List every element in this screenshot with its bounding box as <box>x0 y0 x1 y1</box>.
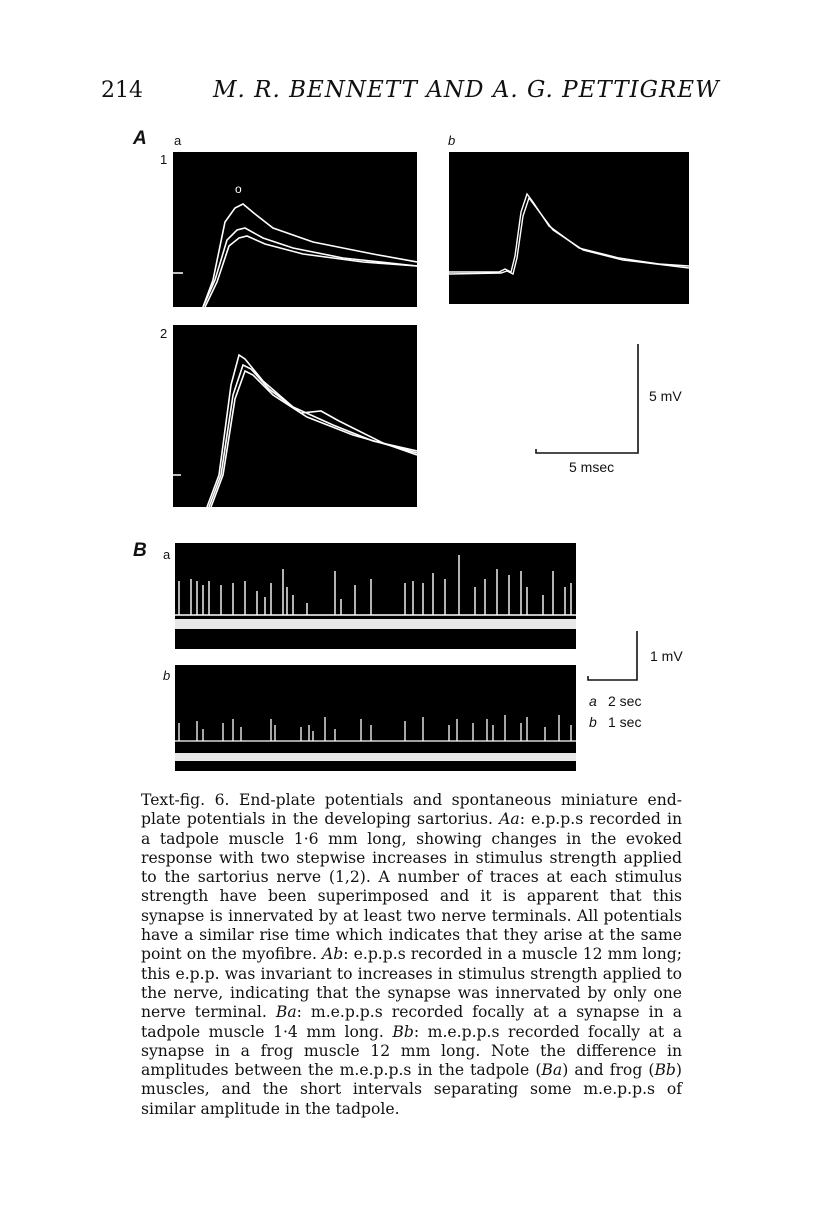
baseline-band <box>175 753 576 761</box>
panel-Ba-label: a <box>163 547 171 562</box>
scale-B-a-letter: a <box>589 693 597 709</box>
epp-trace-a <box>173 355 417 507</box>
scale-A-horizontal-label: 5 msec <box>569 459 615 475</box>
scale-B-vertical-label: 1 mV <box>650 648 683 664</box>
epp-trace-mid <box>203 228 417 307</box>
epp-trace-small <box>205 236 417 307</box>
scale-B-b-value: 1 sec <box>608 714 642 730</box>
scale-bar-A <box>534 340 644 465</box>
trace-marker: o <box>235 182 242 196</box>
scale-B-b-letter: b <box>589 714 597 730</box>
panel-Ab-label: b <box>448 133 456 148</box>
trace-Aa1 <box>173 152 417 307</box>
panel-Bb-label: b <box>163 668 171 683</box>
scale-bar-lines <box>588 631 637 680</box>
panel-Aa-label: a <box>174 133 182 148</box>
panel-B-label: B <box>133 540 147 561</box>
trace-Ab <box>449 152 689 304</box>
mepp-spikes <box>175 715 576 741</box>
row-1-label: 1 <box>160 152 168 167</box>
scale-B-a-value: 2 sec <box>608 693 642 709</box>
scale-bar-lines <box>536 344 638 453</box>
epp-trace-1 <box>449 194 689 272</box>
trace-Bb <box>175 665 576 771</box>
baseline-band <box>175 619 576 629</box>
running-head: M. R. BENNETT AND A. G. PETTIGREW <box>213 77 720 103</box>
figure-caption: Text-fig. 6. End-plate potentials and spontaneous miniature end-plate potentials in the developing sartorius. Aa: e.p.p.s recorded in a tadpole muscle 1·6 mm long, showing changes in the evoked response with two stepwise increases in stimulus strength applied to the sartorius nerve (1,2). A number of traces at each stimulus strength have been superimposed and it is apparent that this synapse is innervated by at least two nerve terminals. All potentials have a similar rise time which indicates that they arise at the same point on the myofibre. Ab: e.p.p.s recorded in a muscle 12 mm long; this e.p.p. was invariant to increases in stimulus strength applied to the nerve, indicating that the synapse was innervated by only one nerve terminal. Ba: m.e.p.p.s recorded focally at a synapse in a tadpole muscle 1·4 mm long. Bb: m.e.p.p.s recorded focally at a synapse in a frog muscle 12 mm long. Note the difference in amplitudes between the m.e.p.p.s in the tadpole (Ba) and frog (Bb) muscles, and the short intervals separating some m.e.p.p.s of similar amplitude in the tadpole. <box>141 791 682 1118</box>
trace-Ba <box>175 543 576 649</box>
scale-bar-B <box>586 628 646 688</box>
epp-trace-c <box>211 371 417 507</box>
page-number: 214 <box>101 78 143 103</box>
panel-A-label: A <box>133 128 147 149</box>
row-2-label: 2 <box>160 326 168 341</box>
scale-A-vertical-label: 5 mV <box>649 388 682 404</box>
mepp-spikes <box>175 555 576 615</box>
trace-Aa2 <box>173 325 417 507</box>
